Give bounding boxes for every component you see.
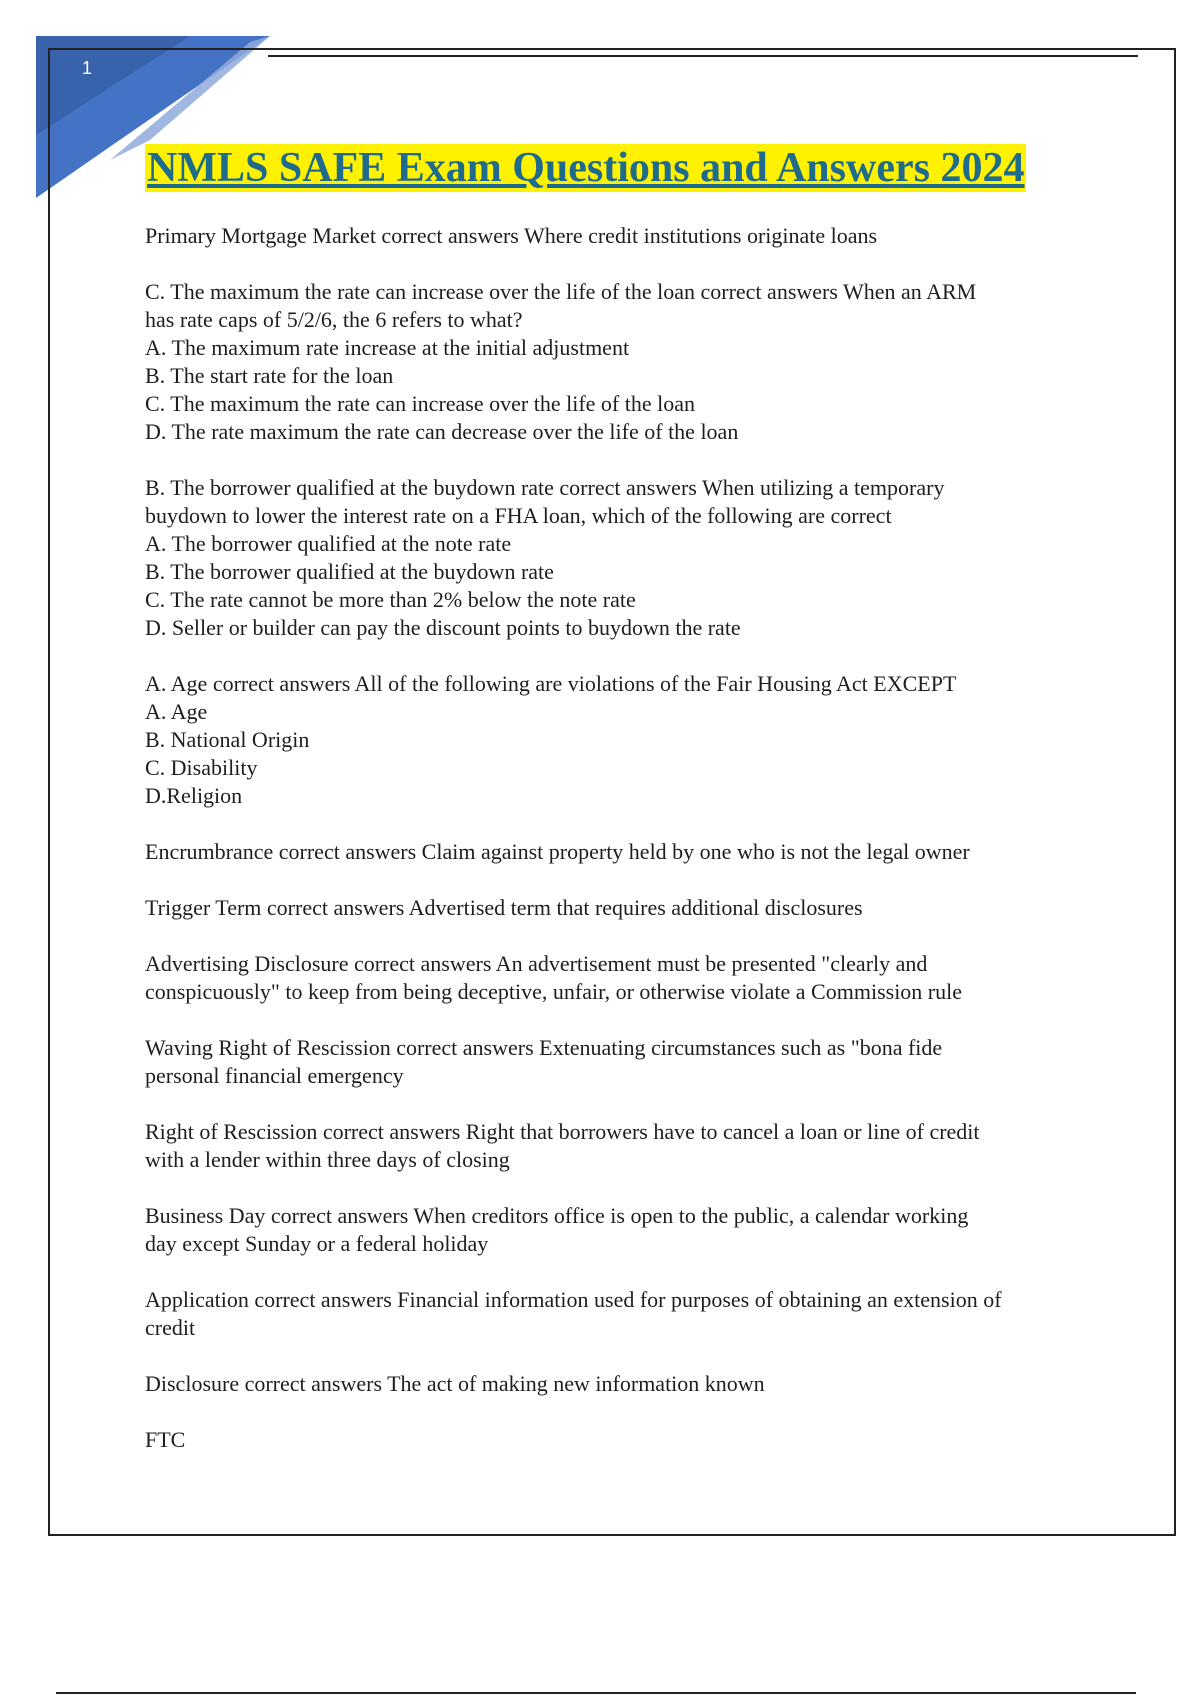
qa-line: B. The start rate for the loan xyxy=(145,363,394,388)
qa-line: personal financial emergency xyxy=(145,1063,404,1088)
qa-term-line: B. The borrower qualified at the buydown rate correct answers When utilizing a temporary xyxy=(145,475,945,500)
qa-line: C. The rate cannot be more than 2% below the note rate xyxy=(145,587,636,612)
qa-line: day except Sunday or a federal holiday xyxy=(145,1231,489,1256)
qa-list xyxy=(145,222,1095,1454)
qa-line: with a lender within three days of closing xyxy=(145,1147,510,1172)
qa-term-line: Right of Rescission correct answers Right that borrowers have to cancel a loan or line of credit xyxy=(145,1119,980,1144)
qa-line: buydown to lower the interest rate on a FHA loan, which of the following are correct xyxy=(145,503,892,528)
qa-line: B. The borrower qualified at the buydown rate xyxy=(145,559,554,584)
qa-term-line: Primary Mortgage Market correct answers Where credit institutions originate loans xyxy=(145,223,878,248)
qa-line: A. The maximum rate increase at the initial adjustment xyxy=(145,335,630,360)
qa-block xyxy=(145,838,1095,866)
qa-block xyxy=(145,278,1095,446)
document-body xyxy=(145,144,1095,1482)
qa-term-line: Trigger Term correct answers Advertised term that requires additional disclosures xyxy=(145,895,863,920)
qa-term-line: A. Age correct answers All of the following are violations of the Fair Housing Act EXCEPT xyxy=(145,671,957,696)
page-number: 1 xyxy=(82,58,93,78)
qa-line: A. The borrower qualified at the note rate xyxy=(145,531,512,556)
document-title: NMLS SAFE Exam Questions and Answers 2024 xyxy=(147,145,1025,191)
qa-block xyxy=(145,1118,1095,1174)
qa-block xyxy=(145,1370,1095,1398)
qa-line: conspicuously" to keep from being deceptive, unfair, or otherwise violate a Commission rule xyxy=(145,979,963,1004)
qa-term-line: C. The maximum the rate can increase over the life of the loan correct answers When an ARM xyxy=(145,279,977,304)
qa-block xyxy=(145,1426,1095,1454)
qa-block xyxy=(145,1034,1095,1090)
qa-block xyxy=(145,1286,1095,1342)
qa-block xyxy=(145,1202,1095,1258)
qa-term-line: Encrumbrance correct answers Claim against property held by one who is not the legal owner xyxy=(145,839,970,864)
qa-term-line: Business Day correct answers When creditors office is open to the public, a calendar working xyxy=(145,1203,969,1228)
footer-rule xyxy=(56,1692,1136,1694)
qa-line: C. Disability xyxy=(145,755,258,780)
qa-block xyxy=(145,670,1095,810)
qa-line: D. Seller or builder can pay the discount points to buydown the rate xyxy=(145,615,741,640)
qa-line: A. Age xyxy=(145,699,208,724)
qa-term-line: Waving Right of Rescission correct answers Extenuating circumstances such as "bona fide xyxy=(145,1035,943,1060)
qa-line: D. The rate maximum the rate can decrease over the life of the loan xyxy=(145,419,739,444)
qa-line: C. The maximum the rate can increase over the life of the loan xyxy=(145,391,695,416)
qa-line: B. National Origin xyxy=(145,727,310,752)
qa-term-line: Disclosure correct answers The act of making new information known xyxy=(145,1371,765,1396)
qa-line: D.Religion xyxy=(145,783,243,808)
qa-term-line: Advertising Disclosure correct answers An advertisement must be presented "clearly and xyxy=(145,951,928,976)
qa-term-line: Application correct answers Financial information used for purposes of obtaining an extension of xyxy=(145,1287,1002,1312)
qa-block xyxy=(145,222,1095,250)
qa-block xyxy=(145,894,1095,922)
qa-line: credit xyxy=(145,1315,196,1340)
qa-block xyxy=(145,950,1095,1006)
qa-term-line: FTC xyxy=(145,1427,186,1452)
qa-line: has rate caps of 5/2/6, the 6 refers to what? xyxy=(145,307,523,332)
qa-block xyxy=(145,474,1095,642)
